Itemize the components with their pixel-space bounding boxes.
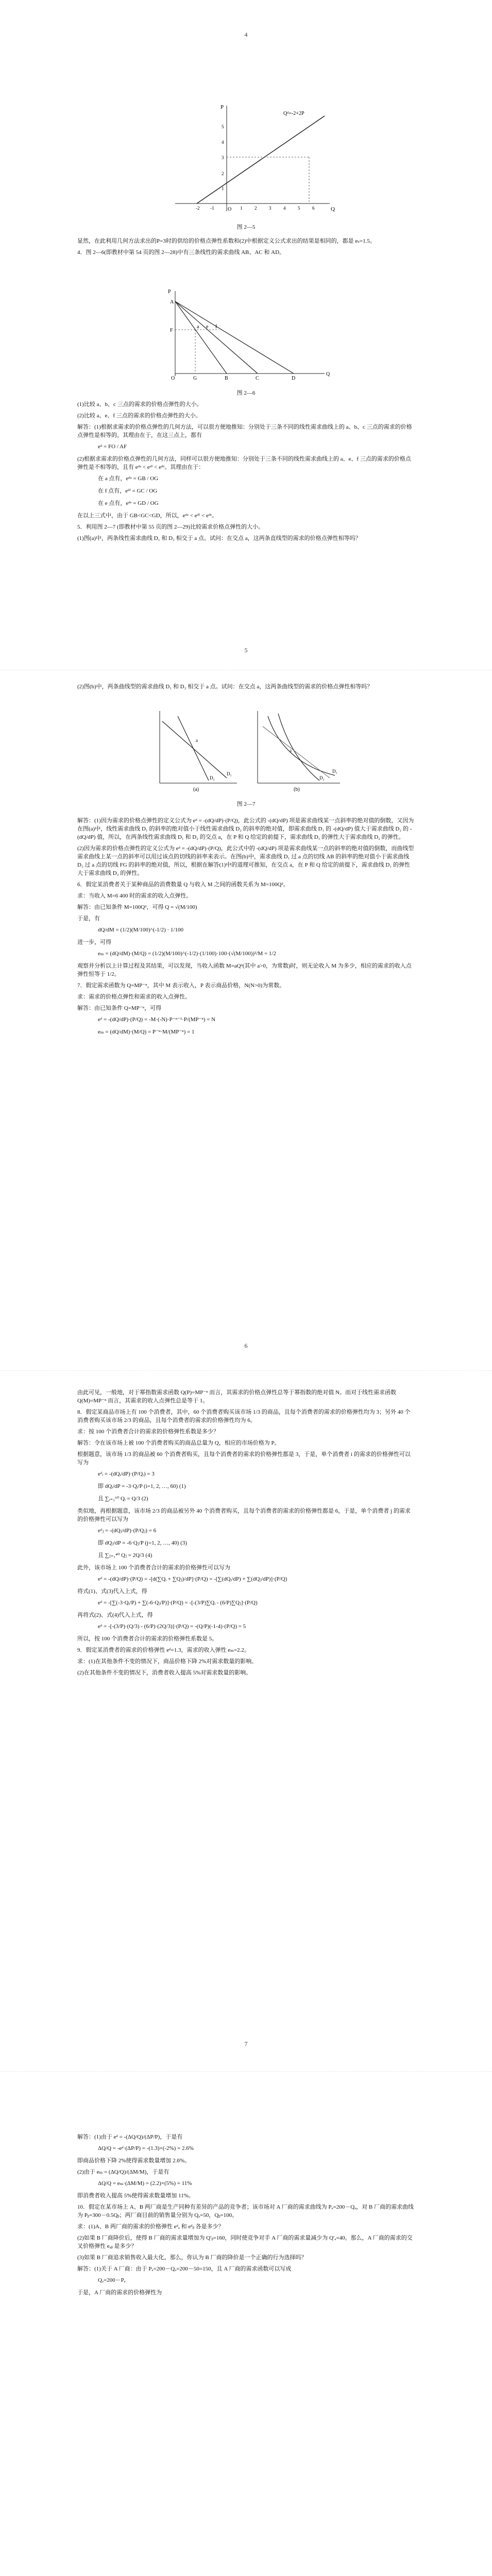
paragraph: 解答：由已知条件 M=100Q²，可得 Q = √(M/100)	[77, 904, 197, 910]
paragraph: 根据题意，该市场 1/3 的商品被 60 个消费者购买，且每个消费者的需求的价格弹性都是 3，于是，单个消费者 i 的需求的价格弹性可以写为	[77, 1451, 411, 1466]
paragraph: 在以上三式中，由于 GB<GC<GD，所以，eᵈᵃ < eᵈᶠ < eᵈᵉ。	[77, 513, 218, 519]
page-divider	[0, 1370, 492, 1371]
formula: eₘ = (dQ/dM)·(M/Q) = (1/2)(M/100)^(-1/2)·(1/100)·100·(√(M/100))²/M = 1/2	[98, 951, 276, 957]
page-number: 6	[244, 1342, 248, 1349]
paragraph: 进一步，可得	[77, 939, 111, 945]
text-block	[77, 1388, 415, 1680]
origin-label: O	[228, 207, 232, 212]
tick-q: 6	[312, 206, 315, 211]
paragraph: (2)由于 eₘ = (ΔQ/Q)/(ΔM/M)，于是有	[77, 2169, 169, 2175]
paragraph: (2)比较 a、e、f 三点的需求的价格点弹性的大小。	[77, 413, 201, 419]
text-block	[77, 237, 415, 260]
text-block	[77, 2133, 415, 2300]
paragraph: (2)因为需求的价格点弹性的定义公式为 eᵈ = -(dQ/dP)·(P/Q)，此公式中的 -(dQ/dP) 项是需求曲线某一点的斜率的绝对值的倒数，而曲线型需求曲线上某一点的斜率可以用过该点的切线的斜率来表示。在图(b)中，需求曲线 D₁ 过 a 点的切线 AB 的斜率的绝对值小于需求曲线 D₂ 过 a 点的切线 FG 的斜率的绝对值，所以，根据在解答(1)中的道理可推知，在交点 a，在 P 和 Q 给定的前提下，需求曲线 D₁ 的弹性大于需求曲线 D₂ 的弹性。	[77, 845, 414, 876]
formula: eᵈ = -[∑(-3·Qᵢ/P) + ∑(-6·Qⱼ/P)]·(P/Q) = -[-(3/P)∑Qᵢ - (6/P)∑Qⱼ]·(P/Q)	[98, 1600, 258, 1606]
figure-supply-curve	[155, 100, 340, 219]
svg-text:D: D	[292, 376, 296, 381]
formula: 在 f 点有，eᵈᶠ = GC / OG	[98, 488, 158, 494]
paragraph: 此外，该市场上 100 个消费者合计的需求的价格弹性可以写为	[77, 1565, 230, 1571]
paragraph: 于是，有	[77, 916, 100, 922]
paragraph: (3)如果 B 厂商追求销售收入最大化，那么，你认为 B 厂商的降价是一个正确的行为选择吗？	[77, 2255, 307, 2261]
figure-caption: 图 2—7	[236, 801, 256, 807]
paragraph: (2)根据求需求的价格点弹性的几何方法，同样可以很方便地推知：分别处于三条不同的线性需求曲线上的 a、e、f 三点的需求的价格点弹性是不相等的，且有 eᵈᵃ < eᵈᶠ < eᵈᵉ。其理由在于：	[77, 456, 411, 470]
formula: 即 dQᵢ/dP = -3·Qᵢ/P (i=1, 2, …, 60) (1)	[98, 1483, 186, 1489]
svg-text:a: a	[196, 738, 198, 743]
paragraph: (1)比较 a、b、c 三点的需求的价格点弹性的大小。	[77, 401, 202, 408]
tick-p: 5	[222, 124, 224, 129]
formula: Qₐ=200－Pₐ	[98, 2277, 126, 2283]
paragraph: 再将式(2)、式(4)代入上式，得	[77, 1612, 153, 1618]
paragraph: 将式(1)、式(3)代入上式，得	[77, 1588, 147, 1595]
tick-q: -2	[196, 206, 200, 211]
formula: 即 dQⱼ/dP = -6·Qⱼ/P (j=1, 2, …, 40) (3)	[98, 1540, 187, 1546]
paragraph: 类似地，再根据题意，该市场 2/3 的商品被另外 40 个消费者购买，且每个消费者的需求的价格弹性都是 6，于是，单个消费者 j 的需求的价格弹性可以写为	[77, 1508, 411, 1522]
paragraph: 解答：令在该市场上被 100 个消费者购买的商品总量为 Q，相应的市场价格为 P。	[77, 1440, 280, 1446]
figure-intersecting-demand	[149, 706, 345, 793]
demand-line-ab	[175, 301, 227, 374]
svg-text:C: C	[256, 376, 259, 381]
formula: ΔQ/Q = -eᵈ·(ΔP/P) = -(1.3)×(-2%) = 2.6%	[98, 2145, 194, 2151]
panel-a	[160, 711, 237, 792]
svg-text:e: e	[206, 324, 209, 330]
paragraph: 于是，A 厂商的需求的价格弹性为	[77, 2290, 162, 2296]
text-block	[77, 683, 415, 694]
paragraph: 即商品价格下降 2%使得需求数量增加 2.6%。	[77, 2158, 191, 2164]
question-9: 9．假定某消费者的需求的价格弹性 eᵈ=1.3，需求的收入弹性 eₘ=2.2。	[77, 1647, 250, 1653]
page-number: 7	[244, 2040, 248, 2047]
page-divider	[0, 2071, 492, 2072]
tick-q: 4	[283, 206, 286, 211]
svg-text:D₁: D₁	[227, 771, 232, 776]
panel-a-label: (a)	[193, 787, 199, 792]
svg-text:D₂: D₂	[210, 775, 215, 781]
formula: eᵈ = FO / AF	[98, 444, 127, 450]
svg-text:P: P	[168, 289, 171, 295]
paragraph: (1)图(a)中，两条线性需求曲线 D₁ 和 D₂ 相交于 a 点。试问：在交点 a，这两条直线型的需求的价格点弹性相等吗？	[77, 535, 361, 541]
svg-text:D₁: D₁	[332, 769, 337, 774]
svg-text:a: a	[290, 748, 292, 753]
point-labels	[168, 289, 330, 381]
formula: 在 e 点有，eᵈᵉ = GD / OG	[98, 500, 159, 506]
tick-q: 5	[298, 206, 300, 211]
tick-q: -1	[210, 206, 214, 211]
text-block	[77, 817, 415, 1040]
formula: dQ/dM = (1/2)(M/100)^(-1/2) · 1/100	[98, 927, 183, 933]
figure-demand-lines	[155, 281, 340, 384]
svg-text:a: a	[197, 324, 199, 330]
question-7: 7．假定需求函数为 Q=MP⁻ⁿ，其中 M 表示收入，P 表示商品价格，N(N>0)为常数。	[77, 982, 285, 989]
paragraph: 求：当收入 M=6 400 时的需求的收入点弹性。	[77, 893, 192, 899]
paragraph: (2)图(b)中，两条曲线型的需求曲线 D₁ 和 D₂ 相交于 a 点。试问：在交点 a，这两条曲线型的需求的价格点弹性相等吗？	[77, 684, 373, 690]
formula: 在 a 点有，eᵈᵃ = GB / OG	[98, 476, 159, 482]
figure-caption: 图 2—6	[236, 390, 256, 396]
svg-text:D₂: D₂	[319, 775, 325, 781]
tick-p: 1	[222, 186, 224, 191]
tick-q: 3	[269, 206, 272, 211]
axis-label-q: Q	[331, 206, 335, 212]
tick-p: 3	[222, 155, 224, 160]
demand-line-ac	[175, 301, 258, 374]
svg-text:A: A	[170, 299, 174, 305]
svg-text:B: B	[225, 376, 228, 381]
q-tick-labels	[196, 206, 315, 211]
svg-text:f: f	[215, 324, 217, 330]
paragraph: 解答：(1)由于 eᵈ = -(ΔQ/Q)/(ΔP/P)，于是有	[77, 2134, 183, 2140]
question-6: 6．假定某消费者关于某种商品的消费数量 Q 与收入 M 之间的函数关系为 M=100Q²。	[77, 882, 289, 888]
paragraph: 由此可见，一般地，对于幂指数需求函数 Q(P)=MP⁻ⁿ 而言，其需求的价格点弹性总等于幂指数的绝对值 N。而对于线性需求函数 Q(M)=MP⁻ⁿ 而言，其需求的收入点弹性总是等于 1。	[77, 1389, 396, 1404]
paragraph: 所以，按 100 个消费者合计的需求的价格弹性系数是 5。	[77, 1636, 218, 1642]
tick-q: 2	[255, 206, 257, 211]
svg-text:Q: Q	[326, 371, 330, 377]
panel-b-label: (b)	[294, 787, 300, 792]
text-block	[77, 389, 415, 546]
paragraph: (2)如果 B 厂商降价后，使得 B 厂商的需求量增加为 Q′ᵦ=160，同时使竞争对手 A 厂商的需求量减少为 Q′ₐ=40。那么，A 厂商的需求的交叉价格弹性 eₐᵦ 是多少？	[77, 2235, 413, 2249]
page-number: 4	[244, 31, 248, 38]
paragraph: 解答：由已知条件 Q=MP⁻ⁿ，可得	[77, 1005, 162, 1011]
formula: eᵈ = -(dQ/dP)·(P/Q) = -[d(∑Qᵢ + ∑Qⱼ)/dP]·(P/Q) = -[∑(dQᵢ/dP) + ∑(dQⱼ/dP)]·(P/Q)	[98, 1576, 287, 1582]
paragraph: (2)在其他条件不变的情况下，消费者收入提高 5%对需求数量的影响。	[77, 1670, 252, 1676]
tick-p: 4	[222, 140, 224, 145]
page-number: 5	[244, 647, 248, 654]
question-10: 10．假定在某市场上 A、B 两厂商是生产同种有差异的产品的竞争者；该市场对 A 厂商的需求曲线为 Pₐ=200－Qₐ，对 B 厂商的需求曲线为 Pᵦ=300－0.5Qᵦ；两厂商目前的销售量分别为 Qₐ=50，Qᵦ=100。	[77, 2204, 414, 2218]
svg-text:F: F	[170, 328, 173, 333]
supply-equation-label: Qᵈ=-2+2P	[283, 111, 304, 116]
p-tick-labels	[222, 124, 224, 191]
formula: eₘ = (dQ/dM)·(M/Q) = P⁻ⁿ·M/(MP⁻ⁿ) = 1	[98, 1029, 195, 1035]
svg-text:G: G	[193, 376, 197, 381]
question-8: 8．假定某商品市场上有 100 个消费者，其中，60 个消费者购买该市场 1/3 的商品，且每个消费者的需求的价格弹性均为 3；另外 40 个消费者购买该市场 2/3 的商品，且每个消费者的需求的价格弹性均为 6。	[77, 1409, 411, 1423]
panel-b	[258, 711, 340, 792]
formula: 且 ∑ᵢ₌₁⁶⁰ Qᵢ = Q/3 (2)	[98, 1496, 148, 1502]
formula: eᵈ = -(dQ/dP)·(P/Q) = -M·(-N)·P⁻ⁿ⁻¹·P/(MP⁻ⁿ) = N	[98, 1016, 216, 1023]
paragraph: 求：(1)在其他条件不变的情况下，商品价格下降 2%对需求数量的影响。	[77, 1658, 258, 1665]
tick-p: 2	[222, 171, 224, 176]
paragraph: 求：需求的价格点弹性和需求的收入点弹性。	[77, 994, 191, 1000]
question-4: 4．图 2—6(即教材中第 54 页的图 2—28)中有三条线性的需求曲线 AB、AC 和 AD。	[77, 249, 285, 256]
paragraph: 解答：(1)关于 A 厂商：由于 Pₐ=200－Qₐ=200－50=150，且 A 厂商的需求函数可以写成	[77, 2266, 292, 2272]
axis-label-p: P	[220, 104, 224, 110]
paragraph: 即消费者收入提高 5%使得需求数量增加 11%。	[77, 2193, 194, 2199]
formula: ΔQ/Q = eₘ·(ΔM/M) = (2.2)×(5%) = 11%	[98, 2180, 192, 2187]
formula: eᵈᵢ = -(dQᵢ/dP)·(P/Qᵢ) = 3	[98, 1471, 155, 1477]
question-5: 5．利用图 2—7 (即教材中第 55 页的图 2—29)比较需求价格点弹性的大小。	[77, 524, 264, 530]
formula: 且 ∑ⱼ₌₁⁴⁰ Qⱼ = 2Q/3 (4)	[98, 1552, 152, 1558]
tick-q: 1	[240, 206, 243, 211]
paragraph: 求：(1)A、B 两厂商的需求的价格弹性 eᵈₐ 和 eᵈᵦ 各是多少？	[77, 2224, 224, 2230]
figure-caption: 图 2—5	[236, 224, 256, 230]
supply-line	[197, 116, 325, 204]
demand-line-ad	[175, 301, 294, 374]
paragraph: 观察并分析以上计算过程及其结果，可以发现，当收入函数 M=aQ²(其中 a>0，为常数)时，则无论收入 M 为多少，相应的需求的收入点弹性恒等于 1/2。	[77, 963, 412, 977]
paragraph: 解答：(1)因为需求的价格点弹性的定义公式为 eᵈ = -(dQ/dP)·(P/Q)，此公式的 -(dQ/dP) 项是需求曲线某一点斜率的绝对值的倒数，又因为在图(a)中，线性需求曲线 D₁ 的斜率的绝对值小于线性需求曲线 D₂ 的斜率的绝对值，即需求曲线 D₁ 的 -(dQ/dP) 值大于需求曲线 D₂ 的 -(dQ/dP) 值，所以，在两条线性需求曲线 D₁ 和 D₂ 的交点 a，在 P 和 Q 给定的前提下，需求曲线 D₁ 的弹性大于需求曲线 D₂ 的弹性。	[77, 818, 414, 840]
formula: eᵈⱼ = -(dQⱼ/dP)·(P/Qⱼ) = 6	[98, 1528, 157, 1534]
paragraph: 解答：(1)根据求需求的价格点弹性的几何方法，可以很方便地推知：分别处于三条不同的线性需求曲线上的 a、b、c 三点的需求的价格点弹性是相等的。其理由在于，在这三点上，都有	[77, 424, 412, 438]
svg-text:O: O	[171, 376, 175, 381]
paragraph: 显然，在此利用几何方法求出的P=3时的供给的价格点弹性系数和(2)中根据定义公式求出的结果是相同的，都是 eₛ=1.5。	[77, 238, 376, 244]
paragraph: 求：按 100 个消费者合计的需求的价格弹性系数是多少？	[77, 1429, 219, 1435]
formula: eᵈ = -[-(3/P)·(Q/3) - (6/P)·(2Q/3)]·(P/Q) = -(Q/P)(-1-4)·(P/Q) = 5	[98, 1623, 246, 1630]
